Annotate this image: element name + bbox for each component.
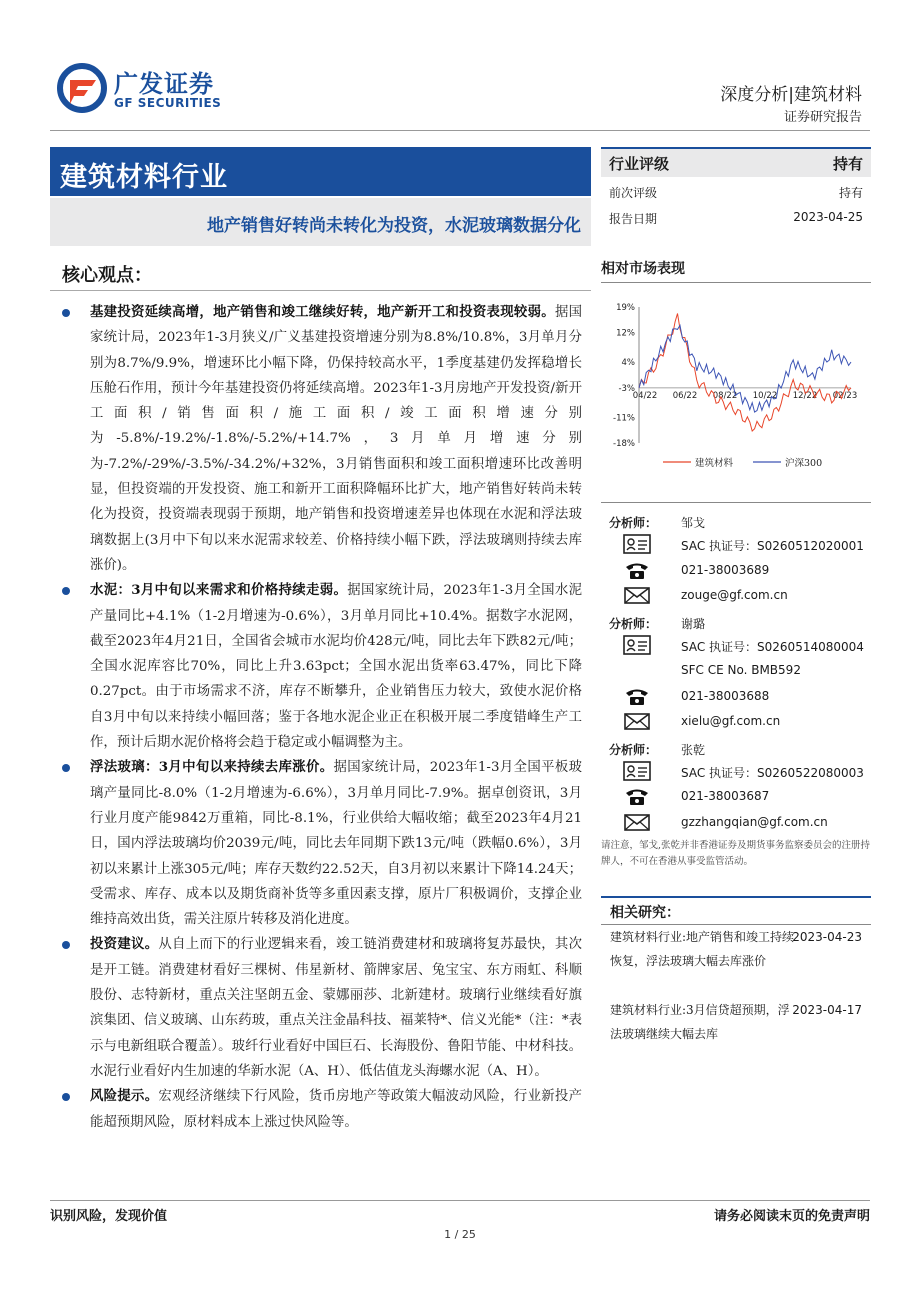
id-card-icon xyxy=(623,761,651,781)
x-tick-label: 04/22 xyxy=(632,390,658,401)
related-item[interactable]: 建筑材料行业:地产销售和竣工持续恢复，浮法玻璃大幅去库涨价 xyxy=(610,930,795,968)
related-item-date: 2023-04-23 xyxy=(792,930,862,944)
legend-label: 建筑材料 xyxy=(695,458,734,469)
report-date-row xyxy=(601,203,871,229)
bullet-text: 从自上而下的行业逻辑来看，竣工链消费建材和玻璃将复苏最快，其次是开工链。消费建材看好三棵树、伟星新材、箭牌家居、兔宝宝、东方雨虹、科顺股份、志特新材，重点关注坚朗五金、蒙娜丽莎、北新建材。玻璃行业继续看好旗滨集团、信义玻璃、山东药玻，重点关注金晶科技、福莱特*、信义光能*（注：*表示与电新组联合覆盖）。玻纤行业看好中国巨石、长海股份、鲁阳节能、中材科技。水泥行业看好内生加速的华新水泥（A、H）、低估值龙头海螺水泥（A、H）。 xyxy=(90,937,582,1079)
analyst-name: 邹戈 xyxy=(681,516,706,530)
phone-icon xyxy=(623,560,651,580)
relative-performance-chart xyxy=(601,295,871,480)
analyst-contact-row xyxy=(601,759,871,785)
bullet-text: 宏观经济继续下行风险，货币房地产等政策大幅波动风险，行业新投产能超预期风险，原材料成本上涨过快风险等。 xyxy=(90,1089,582,1130)
gf-logo-icon xyxy=(56,62,108,114)
y-tick-label: -11% xyxy=(613,413,635,424)
industry-title: 建筑材料行业 xyxy=(60,162,228,193)
analyst-role: 分析师： xyxy=(609,742,658,757)
rating-box xyxy=(601,147,871,229)
bullet-float-glass xyxy=(62,755,582,932)
footer-slogan: 识别风险，发现价值 xyxy=(50,1209,168,1224)
report-subtitle: 地产销售好转尚未转化为投资，水泥玻璃数据分化 xyxy=(207,216,581,236)
bullet-lead: 浮法玻璃：3月中旬以来持续去库涨价。 xyxy=(90,759,334,776)
footer-divider xyxy=(50,1200,870,1201)
y-tick-label: 19% xyxy=(616,303,635,313)
core-heading: 核心观点： xyxy=(62,265,152,286)
gf-logo xyxy=(56,62,246,118)
y-tick-label: 4% xyxy=(621,358,635,369)
core-viewpoints xyxy=(62,300,582,1135)
x-tick-label: 12/22 xyxy=(792,390,818,401)
series-line-csi300 xyxy=(639,325,851,412)
report-category: 深度分析|建筑材料 xyxy=(720,85,862,105)
page-number: 1 / 25 xyxy=(444,1228,476,1241)
report-date-value: 2023-04-25 xyxy=(793,210,863,224)
analyst-contact-text: SAC 执证号：S0260522080003 xyxy=(681,765,864,780)
analyst-email[interactable]: zouge@gf.com.cn xyxy=(681,588,788,602)
mail-icon xyxy=(623,711,651,731)
y-tick-label: -3% xyxy=(618,383,635,394)
analyst-contact-text: SAC 执证号：S0260512020001 xyxy=(681,539,864,553)
rating-row xyxy=(601,147,871,177)
analyst-list xyxy=(601,508,871,835)
x-tick-label: 02/23 xyxy=(832,390,858,401)
related-divider-top xyxy=(601,896,871,898)
x-tick-label: 08/22 xyxy=(712,390,738,401)
analyst-contact-row xyxy=(601,558,871,584)
analyst-contact-row xyxy=(601,532,871,558)
analyst-contact-text: SFC CE No. BMB592 xyxy=(681,663,801,677)
phone-icon xyxy=(623,686,651,706)
footer-disclaimer-note: 请务必阅读末页的免责声明 xyxy=(713,1209,870,1224)
bullet-text: 据国家统计局，2023年1-3月狭义/广义基建投资增速分别为8.8%/10.8%，3月单月分别为8.7%/9.9%，增速环比小幅下降，仍保持较高水平，1季度基建仍发挥稳增长压舱石作用，预计今年基建投资仍将延续高增。2023年1-3月房地产开发投资/新开工面积/销售面积/施工面积/竣工面积增速分别为-5.8%/-19.2%/-1.8%/-5.2%/+14.7%，3月单月增速分别为-7.2%/-29%/-3.5%/-34.2%/+32%，3月销售面积和竣工面积增速环比改善明显，但投资端的开发投资、施工和新开工面积降幅环比扩大，地产销售好转尚未转化为投资，投资端表现弱于预期，地产销售和投资增速差异也体现在水泥和浮法玻璃数据上(3月中下旬以来水泥需求较差、价格持续小幅下跌，浮法玻璃则持续去库涨价)。 xyxy=(90,305,583,573)
mail-icon xyxy=(623,812,651,832)
x-tick-label: 10/22 xyxy=(752,390,778,401)
bullet-infrastructure xyxy=(62,300,582,578)
rating-label: 行业评级 xyxy=(609,155,670,173)
subtitle-band xyxy=(50,198,591,246)
analyst-contact-row xyxy=(601,709,871,735)
analyst-contact-text: 021-38003688 xyxy=(681,688,770,703)
analyst-contact-row xyxy=(601,633,871,659)
performance-divider xyxy=(601,282,871,283)
analyst-role: 分析师： xyxy=(609,516,658,530)
previous-rating-row xyxy=(601,177,871,203)
report-type: 证券研究报告 xyxy=(783,110,862,125)
bullet-lead: 水泥：3月中旬以来需求和价格持续走弱。 xyxy=(90,582,348,599)
related-item[interactable]: 建筑材料行业:3月信贷超预期，浮法玻璃继续大幅去库 xyxy=(610,1003,790,1041)
mail-icon xyxy=(623,585,651,605)
analyst-contact-row xyxy=(601,684,871,710)
previous-rating-value: 持有 xyxy=(838,186,863,200)
page-header xyxy=(0,0,920,135)
bullet-lead: 基建投资延续高增，地产销售和竣工继续好转，地产新开工和投资表现较弱。 xyxy=(90,304,555,320)
related-item-date: 2023-04-17 xyxy=(792,1003,862,1017)
analyst-contact-text: SAC 执证号：S0260514080004 xyxy=(681,639,864,654)
analyst-contact-text: 021-38003687 xyxy=(681,789,770,803)
analyst-contact-row xyxy=(601,583,871,609)
analyst-name: 谢璐 xyxy=(681,616,706,631)
analyst-contact-row xyxy=(601,784,871,810)
report-date-label: 报告日期 xyxy=(609,212,658,226)
bullet-lead: 风险提示。 xyxy=(90,1088,159,1105)
logo-english-name: GF SECURITIES xyxy=(114,96,222,110)
analyst-contact-text: 021-38003689 xyxy=(681,562,770,577)
id-card-icon xyxy=(623,534,651,554)
bullet-investment-advice xyxy=(62,932,582,1084)
previous-rating-label: 前次评级 xyxy=(609,186,658,200)
bullet-lead: 投资建议。 xyxy=(90,936,159,953)
y-tick-label: 12% xyxy=(616,328,635,339)
analyst-email[interactable]: gzzhangqian@gf.com.cn xyxy=(681,814,828,829)
analyst-contact-row xyxy=(601,658,871,684)
analyst-disclaimer: 请注意，邹戈,张乾并非香港证券及期货事务监察委员会的注册持牌人，不可在香港从事受监管活动。 xyxy=(601,840,871,867)
bullet-risk-warning xyxy=(62,1084,582,1135)
related-title: 相关研究： xyxy=(610,905,680,921)
legend-label: 沪深300 xyxy=(785,458,823,469)
bullet-text: 据国家统计局，2023年1-3月全国水泥产量同比+4.1%（1-2月增速为-0.6%），3月单月同比+10.4%。据数字水泥网，截至2023年4月21日，全国省会城市水泥均价428元/吨，同比去年下跌82元/吨；全国水泥库容比70%，同比上升3.63pct；全国水泥出货率63.47%，同比下降0.27pct。由于市场需求不济，库存不断攀升，企业销售压力较大，致使水泥价格自3月中旬以来持续小幅回落；鉴于各地水泥企业正在积极开展二季度错峰生产工作，预计后期水泥价格将会趋于稳定或小幅调整为主。 xyxy=(90,583,582,751)
analyst-name-row xyxy=(601,609,871,633)
y-tick-label: -18% xyxy=(613,439,635,449)
logo-chinese-name: 广发证券 xyxy=(114,70,214,98)
id-card-icon xyxy=(623,635,651,655)
analyst-name: 张乾 xyxy=(681,742,706,757)
x-tick-label: 06/22 xyxy=(672,390,698,401)
analyst-name-row xyxy=(601,735,871,759)
phone-icon xyxy=(623,786,651,806)
rating-value: 持有 xyxy=(832,155,863,173)
bullet-cement xyxy=(62,578,582,755)
analyst-divider xyxy=(601,502,871,503)
analyst-role: 分析师： xyxy=(609,616,658,631)
bullet-text: 据国家统计局，2023年1-3月全国平板玻璃产量同比-8.0%（1-2月增速为-6.6%），3月单月同比-7.9%。据卓创资讯，3月行业月度产能9842万重箱，同比-8.1%，行业供给大幅收缩；截至2023年4月21日，国内浮法玻璃均价2039元/吨，同比去年同期下跌13元/吨（跌幅0.6%），3月初以来累计上涨305元/吨；库存天数约22.52天，自3月初以来累计下降14.24天；受需求、库存、成本以及期货商补货等多重因素支撑，原片厂积极调价，支撑企业维持高效出货，需关注原片转移及消化进度。 xyxy=(90,760,582,928)
header-divider xyxy=(50,130,870,131)
analyst-email[interactable]: xielu@gf.com.cn xyxy=(681,714,781,728)
industry-title-band xyxy=(50,147,591,196)
core-divider xyxy=(50,290,591,291)
performance-title: 相对市场表现 xyxy=(601,261,685,277)
series-line-building-materials xyxy=(639,314,851,432)
analyst-name-row xyxy=(601,508,871,532)
analyst-contact-row xyxy=(601,810,871,836)
